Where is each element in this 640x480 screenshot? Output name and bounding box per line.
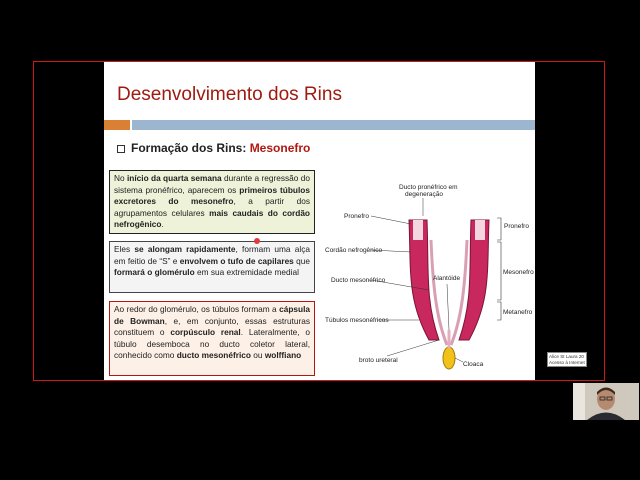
- label-ducto-mesonefrico: Ducto mesonéfrico: [331, 277, 386, 284]
- mesonephros-bracket: [497, 242, 501, 300]
- leader-line: [387, 340, 439, 356]
- bold-text: ducto mesonéfrico: [176, 350, 251, 360]
- label-mesonefro: Mesonefro: [503, 269, 534, 276]
- image-attribution: Alice St Laura 20 Acesso à Internet: [547, 352, 587, 367]
- presentation-slide: [104, 62, 535, 380]
- participant-avatar-icon: [573, 383, 639, 420]
- text: durante a regressão do sistema pronéfrico, aparecem os: [114, 173, 310, 195]
- leader-line: [371, 216, 411, 224]
- text: , e, em conjunto, essas estruturas constituem o: [114, 315, 311, 337]
- label-broto: broto ureteral: [359, 357, 398, 364]
- title-divider-bar: [132, 120, 535, 130]
- text: em sua extremidade medial: [194, 267, 299, 277]
- text: , formam uma alça em feitio de “S” e: [114, 244, 310, 266]
- bold-text: se alongam rapidamente: [134, 244, 236, 254]
- text-box-3: [109, 301, 315, 376]
- bullet-square-icon: [117, 145, 125, 153]
- bold-text: primeiros túbulos excretores do mesonefro: [114, 184, 310, 206]
- bold-text: mais caudais do cordão nefrogênico: [114, 207, 310, 229]
- text: Ao redor do glomérulo, os túbulos formam a: [114, 304, 280, 314]
- pronephros-bracket: [497, 218, 501, 240]
- bold-text: formará o glomérulo: [114, 267, 195, 277]
- text-box-2: [109, 241, 315, 293]
- bold-text: início da quarta semana: [126, 173, 222, 183]
- label-ducto-pronefrico: Ducto pronéfrico em: [399, 184, 458, 191]
- bold-text: cápsula de Bowman: [114, 304, 310, 326]
- title-accent-bar: [104, 120, 130, 130]
- label-metanefro: Metanefro: [503, 309, 533, 316]
- label-cloaca: Cloaca: [463, 361, 484, 368]
- webcam-thumbnail[interactable]: [573, 383, 639, 420]
- text: . Lateralmente, o túbulo desemboca no ducto coletor lateral, conhecido como: [114, 327, 310, 360]
- label-pronefro-right: Pronefro: [504, 223, 529, 230]
- label-cordao: Cordão nefrogênico: [325, 247, 383, 254]
- section-bullet: [117, 141, 310, 155]
- slide-title: Desenvolvimento dos Rins: [117, 84, 342, 105]
- leader-line: [447, 284, 449, 330]
- cloaca-shape: [443, 347, 455, 369]
- text: , a partir dos agrupamentos celulares: [114, 196, 310, 218]
- metanephros-bracket: [497, 302, 501, 320]
- leader-line: [455, 358, 463, 362]
- text: No: [114, 173, 127, 183]
- text: Eles: [114, 244, 135, 254]
- label-tubulos: Túbulos mesonéfricos: [325, 317, 389, 324]
- bullet-highlight: Mesonefro: [249, 141, 311, 155]
- mesonephros-diagram: [319, 180, 535, 370]
- bullet-text: Formação dos Rins:: [131, 141, 250, 155]
- label-degeneracao: degeneração: [405, 191, 443, 198]
- right-pronephros-region: [475, 220, 485, 240]
- text: que: [293, 255, 310, 266]
- left-pronephros-region: [413, 220, 423, 240]
- text-box-1: [109, 170, 315, 234]
- bold-text: wolffiano: [264, 350, 302, 360]
- text: .: [161, 219, 164, 229]
- bold-text: corpúsculo renal: [170, 327, 241, 337]
- text: ou: [250, 350, 265, 360]
- laser-pointer: [254, 238, 260, 244]
- bold-text: envolvem o tufo de capilares: [179, 255, 294, 266]
- label-alantoide: Alantóide: [433, 275, 461, 282]
- label-pronefro: Pronefro: [344, 213, 369, 220]
